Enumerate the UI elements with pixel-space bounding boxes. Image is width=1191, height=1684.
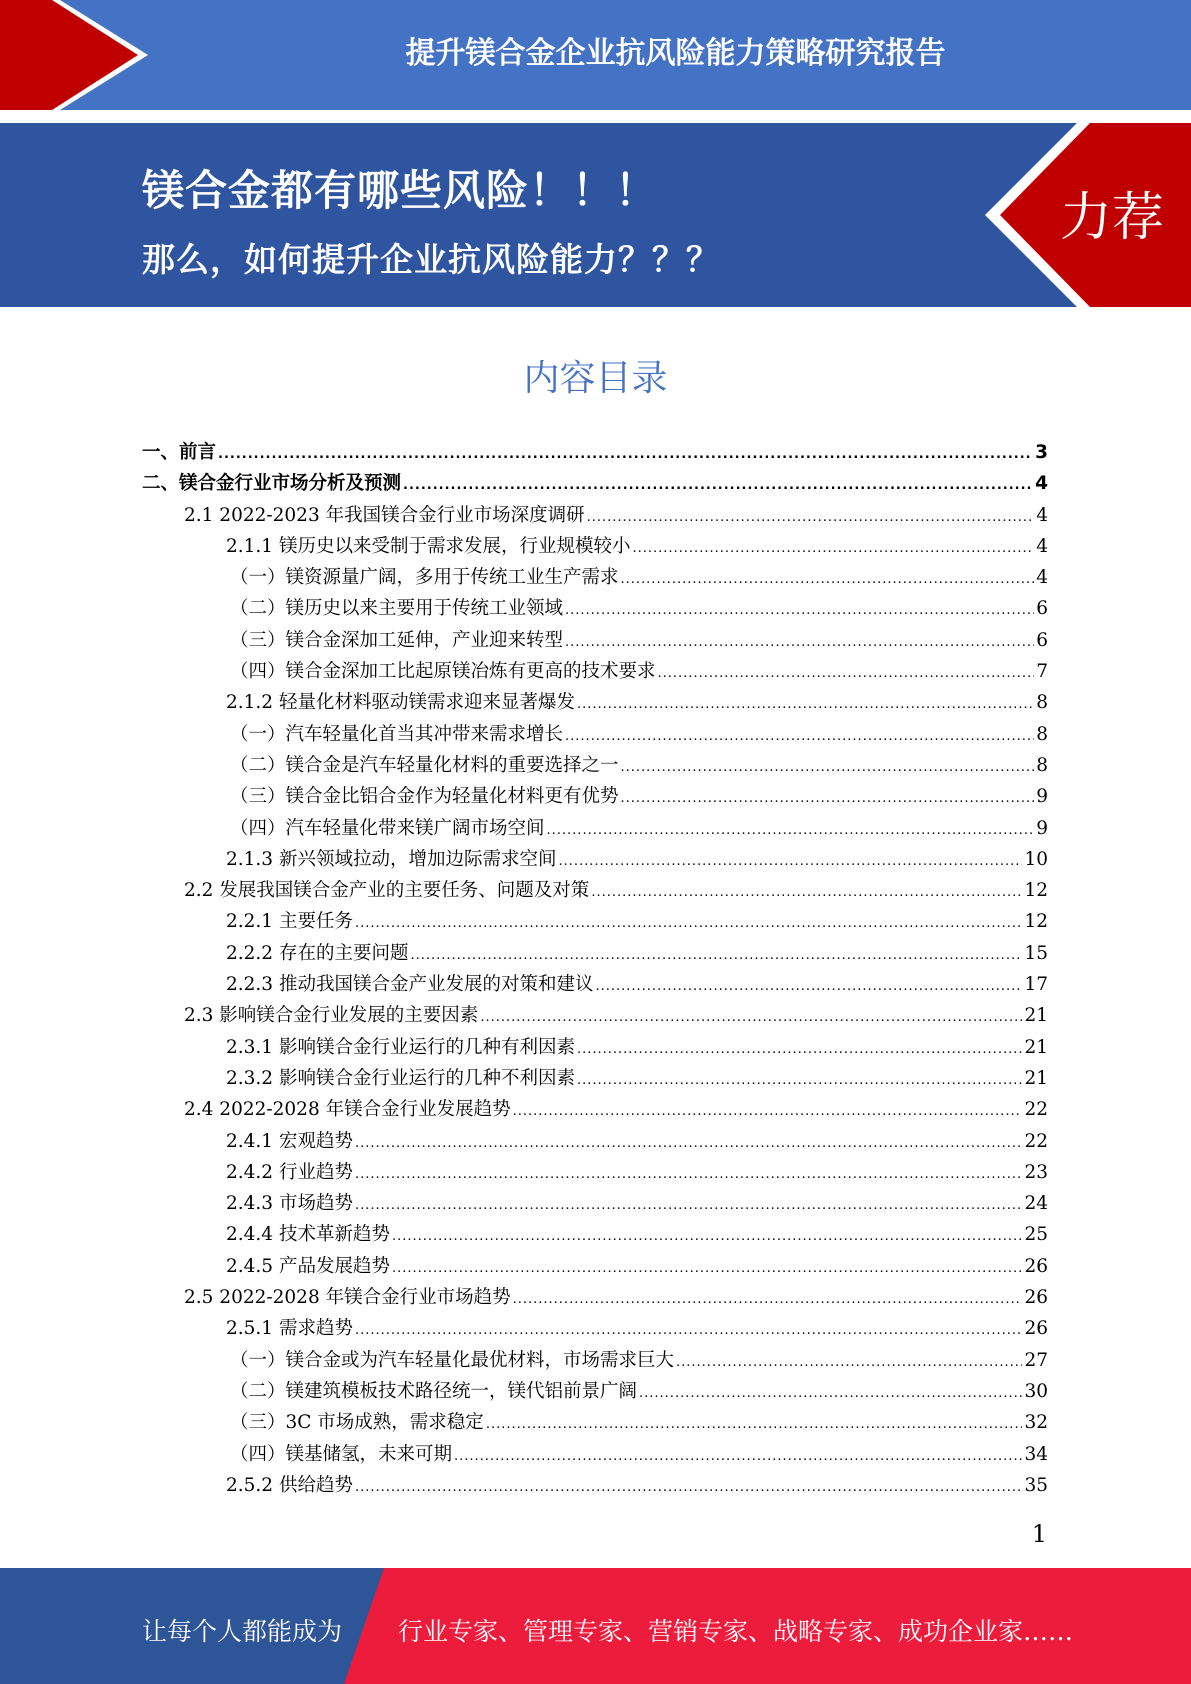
toc-dot-leader [676,1347,1022,1378]
toc-dot-leader [486,1409,1023,1440]
toc-entry[interactable] [142,1094,1048,1125]
toc-entry-label: 2.4.3 市场趋势 [226,1193,353,1215]
toc-entry[interactable] [142,437,1048,468]
toc-entry-label: 2.4.4 技术革新趋势 [226,1224,390,1246]
toc-entry-page: 24 [1024,1193,1048,1215]
toc-entry-page: 21 [1024,1067,1048,1089]
toc-entry[interactable] [142,687,1048,718]
toc-dot-leader [565,627,1034,658]
toc-entry-label: 2.4.5 产品发展趋势 [226,1255,390,1277]
toc-entry-page: 6 [1036,598,1048,620]
toc-entry-label: （四）镁合金深加工比起原镁冶炼有更高的技术要求 [230,661,656,683]
toc-dot-leader [595,971,1022,1002]
toc-entry[interactable] [142,593,1048,624]
toc-entry-label: （一）汽车轻量化首当其冲带来需求增长 [230,723,564,745]
toc-entry[interactable] [142,562,1048,593]
recommend-badge: 力荐 [1060,188,1165,248]
toc-entry[interactable] [142,1219,1048,1250]
toc-dot-leader [587,502,1035,533]
toc-entry[interactable] [142,531,1048,562]
toc-entry[interactable] [142,781,1048,812]
toc-entry-page: 12 [1024,911,1048,933]
toc-entry-page: 26 [1024,1255,1048,1277]
toc-entry-label: 2.4 2022-2028 年镁合金行业发展趋势 [184,1099,511,1121]
toc-entry[interactable] [142,906,1048,937]
toc-entry[interactable] [142,1063,1048,1094]
toc-entry-page: 8 [1036,692,1048,714]
toc-entry-page: 27 [1024,1349,1048,1371]
banner-subheadline: 那么，如何提升企业抗风险能力？？？ [142,240,720,279]
toc-entry[interactable] [142,1439,1048,1470]
toc-entry-page: 34 [1024,1443,1048,1465]
toc-dot-leader [513,1096,1023,1127]
toc-entry-page: 3 [1035,442,1048,463]
toc-dot-leader [392,1221,1022,1252]
toc-entry-label: （三）镁合金深加工延伸，产业迎来转型 [230,629,564,651]
toc-entry[interactable] [142,468,1048,499]
toc-entry-label: 2.2.3 推动我国镁合金产业发展的对策和建议 [226,974,594,996]
toc-entry-label: 2.4.2 行业趋势 [226,1161,353,1183]
toc-entry-page: 17 [1024,974,1048,996]
toc-dot-leader [577,689,1034,720]
toc-dot-leader [355,1315,1023,1346]
toc-entry-label: （三）镁合金比铝合金作为轻量化材料更有优势 [230,786,619,808]
toc-dot-leader [621,783,1035,814]
toc-entry-page: 4 [1035,473,1048,495]
toc-entry[interactable] [142,1345,1048,1376]
toc-entry-page: 30 [1024,1380,1048,1402]
toc-dot-leader [513,1284,1023,1315]
toc-entry-page: 22 [1024,1099,1048,1121]
toc-entry-label: 2.1 2022-2023 年我国镁合金行业市场深度调研 [184,504,585,526]
toc-dot-leader [355,1128,1023,1159]
toc-entry-label: 2.5.2 供给趋势 [226,1474,353,1496]
toc-entry-page: 4 [1036,567,1048,589]
toc-entry-page: 26 [1024,1287,1048,1309]
toc-dot-leader [218,439,1033,470]
toc-entry-page: 4 [1036,535,1048,557]
toc-entry-page: 25 [1024,1224,1048,1246]
toc-entry-label: （一）镁合金或为汽车轻量化最优材料，市场需求巨大 [230,1349,675,1371]
toc-entry-page: 9 [1036,817,1048,839]
toc-entry[interactable] [142,1313,1048,1344]
toc-entry-page: 9 [1036,786,1048,808]
toc-entry-label: 2.2 发展我国镁合金产业的主要任务、问题及对策 [184,880,590,902]
toc-entry-label: 2.1.2 轻量化材料驱动镁需求迎来显著爆发 [226,692,575,714]
toc-entry-label: 2.2.2 存在的主要问题 [226,942,409,964]
toc-dot-leader [355,908,1023,939]
toc-entry-label: （二）镁建筑模板技术路径统一，镁代铝前景广阔 [230,1380,638,1402]
toc-dot-leader [577,1034,1022,1065]
toc-entry[interactable] [142,1470,1048,1501]
footer-slogan-left: 让每个人都能成为 [142,1617,343,1646]
toc-entry-page: 21 [1024,1005,1048,1027]
toc-dot-leader [621,752,1035,783]
toc-entry-page: 15 [1024,942,1048,964]
toc-entry-label: 2.1.1 镁历史以来受制于需求发展，行业规模较小 [226,535,631,557]
toc-entry[interactable] [142,1282,1048,1313]
toc-entry-page: 4 [1036,504,1048,526]
toc-dot-leader [392,1253,1022,1284]
table-of-contents [142,437,1048,1501]
toc-entry-label: 2.2.1 主要任务 [226,911,353,933]
toc-entry[interactable] [142,969,1048,1000]
toc-entry-page: 8 [1036,723,1048,745]
banner-headline: 镁合金都有哪些风险！！！ [142,166,659,215]
toc-dot-leader [565,595,1034,626]
toc-entry[interactable] [142,875,1048,906]
toc-entry-label: 2.3.1 影响镁合金行业运行的几种有利因素 [226,1036,575,1058]
toc-entry[interactable] [142,1407,1048,1438]
toc-entry[interactable] [142,719,1048,750]
toc-dot-leader [355,1472,1023,1503]
toc-entry-label: （二）镁合金是汽车轻量化材料的重要选择之一 [230,754,619,776]
toc-dot-leader [403,470,1033,501]
toc-entry-label: 2.3.2 影响镁合金行业运行的几种不利因素 [226,1067,575,1089]
toc-entry[interactable] [142,500,1048,531]
toc-entry-page: 23 [1024,1161,1048,1183]
toc-entry-page: 12 [1024,880,1048,902]
toc-entry-page: 7 [1036,661,1048,683]
toc-entry-label: （二）镁历史以来主要用于传统工业领域 [230,598,564,620]
toc-dot-leader [410,940,1022,971]
toc-dot-leader [480,1002,1022,1033]
toc-dot-leader [558,846,1022,877]
toc-entry[interactable] [142,813,1048,844]
toc-title: 内容目录 [523,358,668,399]
toc-entry-label: （三）3C 市场成熟，需求稳定 [230,1412,484,1434]
toc-entry-label: 2.4.1 宏观趋势 [226,1130,353,1152]
toc-entry-page: 10 [1024,848,1048,870]
toc-entry-page: 22 [1024,1130,1048,1152]
toc-entry-page: 21 [1024,1036,1048,1058]
report-title: 提升镁合金企业抗风险能力策略研究报告 [405,36,946,71]
toc-entry[interactable] [142,656,1048,687]
toc-entry-label: 二、镁合金行业市场分析及预测 [142,473,402,495]
toc-entry-page: 26 [1024,1318,1048,1340]
page-number: 1 [1031,1520,1047,1548]
toc-entry-label: 2.3 影响镁合金行业发展的主要因素 [184,1005,479,1027]
toc-entry-label: （四）汽车轻量化带来镁广阔市场空间 [230,817,545,839]
toc-dot-leader [591,877,1022,908]
toc-entry[interactable] [142,1126,1048,1157]
toc-entry[interactable] [142,625,1048,656]
toc-entry[interactable] [142,1032,1048,1063]
toc-entry-page: 8 [1036,754,1048,776]
toc-dot-leader [632,533,1034,564]
toc-entry-label: 一、前言 [142,442,217,463]
toc-entry[interactable] [142,1188,1048,1219]
toc-dot-leader [355,1190,1023,1221]
footer-slogan-right: 行业专家、管理专家、营销专家、战略专家、成功企业家…… [398,1617,1074,1646]
toc-dot-leader [355,1159,1023,1190]
toc-entry-label: 2.5.1 需求趋势 [226,1318,353,1340]
toc-dot-leader [658,658,1035,689]
toc-dot-leader [565,721,1034,752]
toc-dot-leader [621,564,1035,595]
toc-entry[interactable] [142,1157,1048,1188]
toc-entry[interactable] [142,1251,1048,1282]
toc-entry[interactable] [142,844,1048,875]
toc-entry-page: 35 [1024,1474,1048,1496]
toc-dot-leader [639,1378,1022,1409]
toc-entry[interactable] [142,750,1048,781]
toc-entry-label: （一）镁资源量广阔，多用于传统工业生产需求 [230,567,619,589]
toc-dot-leader [547,815,1035,846]
toc-entry-label: 2.5 2022-2028 年镁合金行业市场趋势 [184,1287,511,1309]
toc-entry-label: 2.1.3 新兴领域拉动，增加边际需求空间 [226,848,557,870]
toc-entry-label: （四）镁基储氢，未来可期 [230,1443,453,1465]
toc-entry[interactable] [142,938,1048,969]
toc-entry-page: 6 [1036,629,1048,651]
toc-dot-leader [577,1065,1022,1096]
toc-entry[interactable] [142,1000,1048,1031]
toc-dot-leader [454,1441,1022,1472]
toc-entry-page: 32 [1024,1412,1048,1434]
toc-entry[interactable] [142,1376,1048,1407]
